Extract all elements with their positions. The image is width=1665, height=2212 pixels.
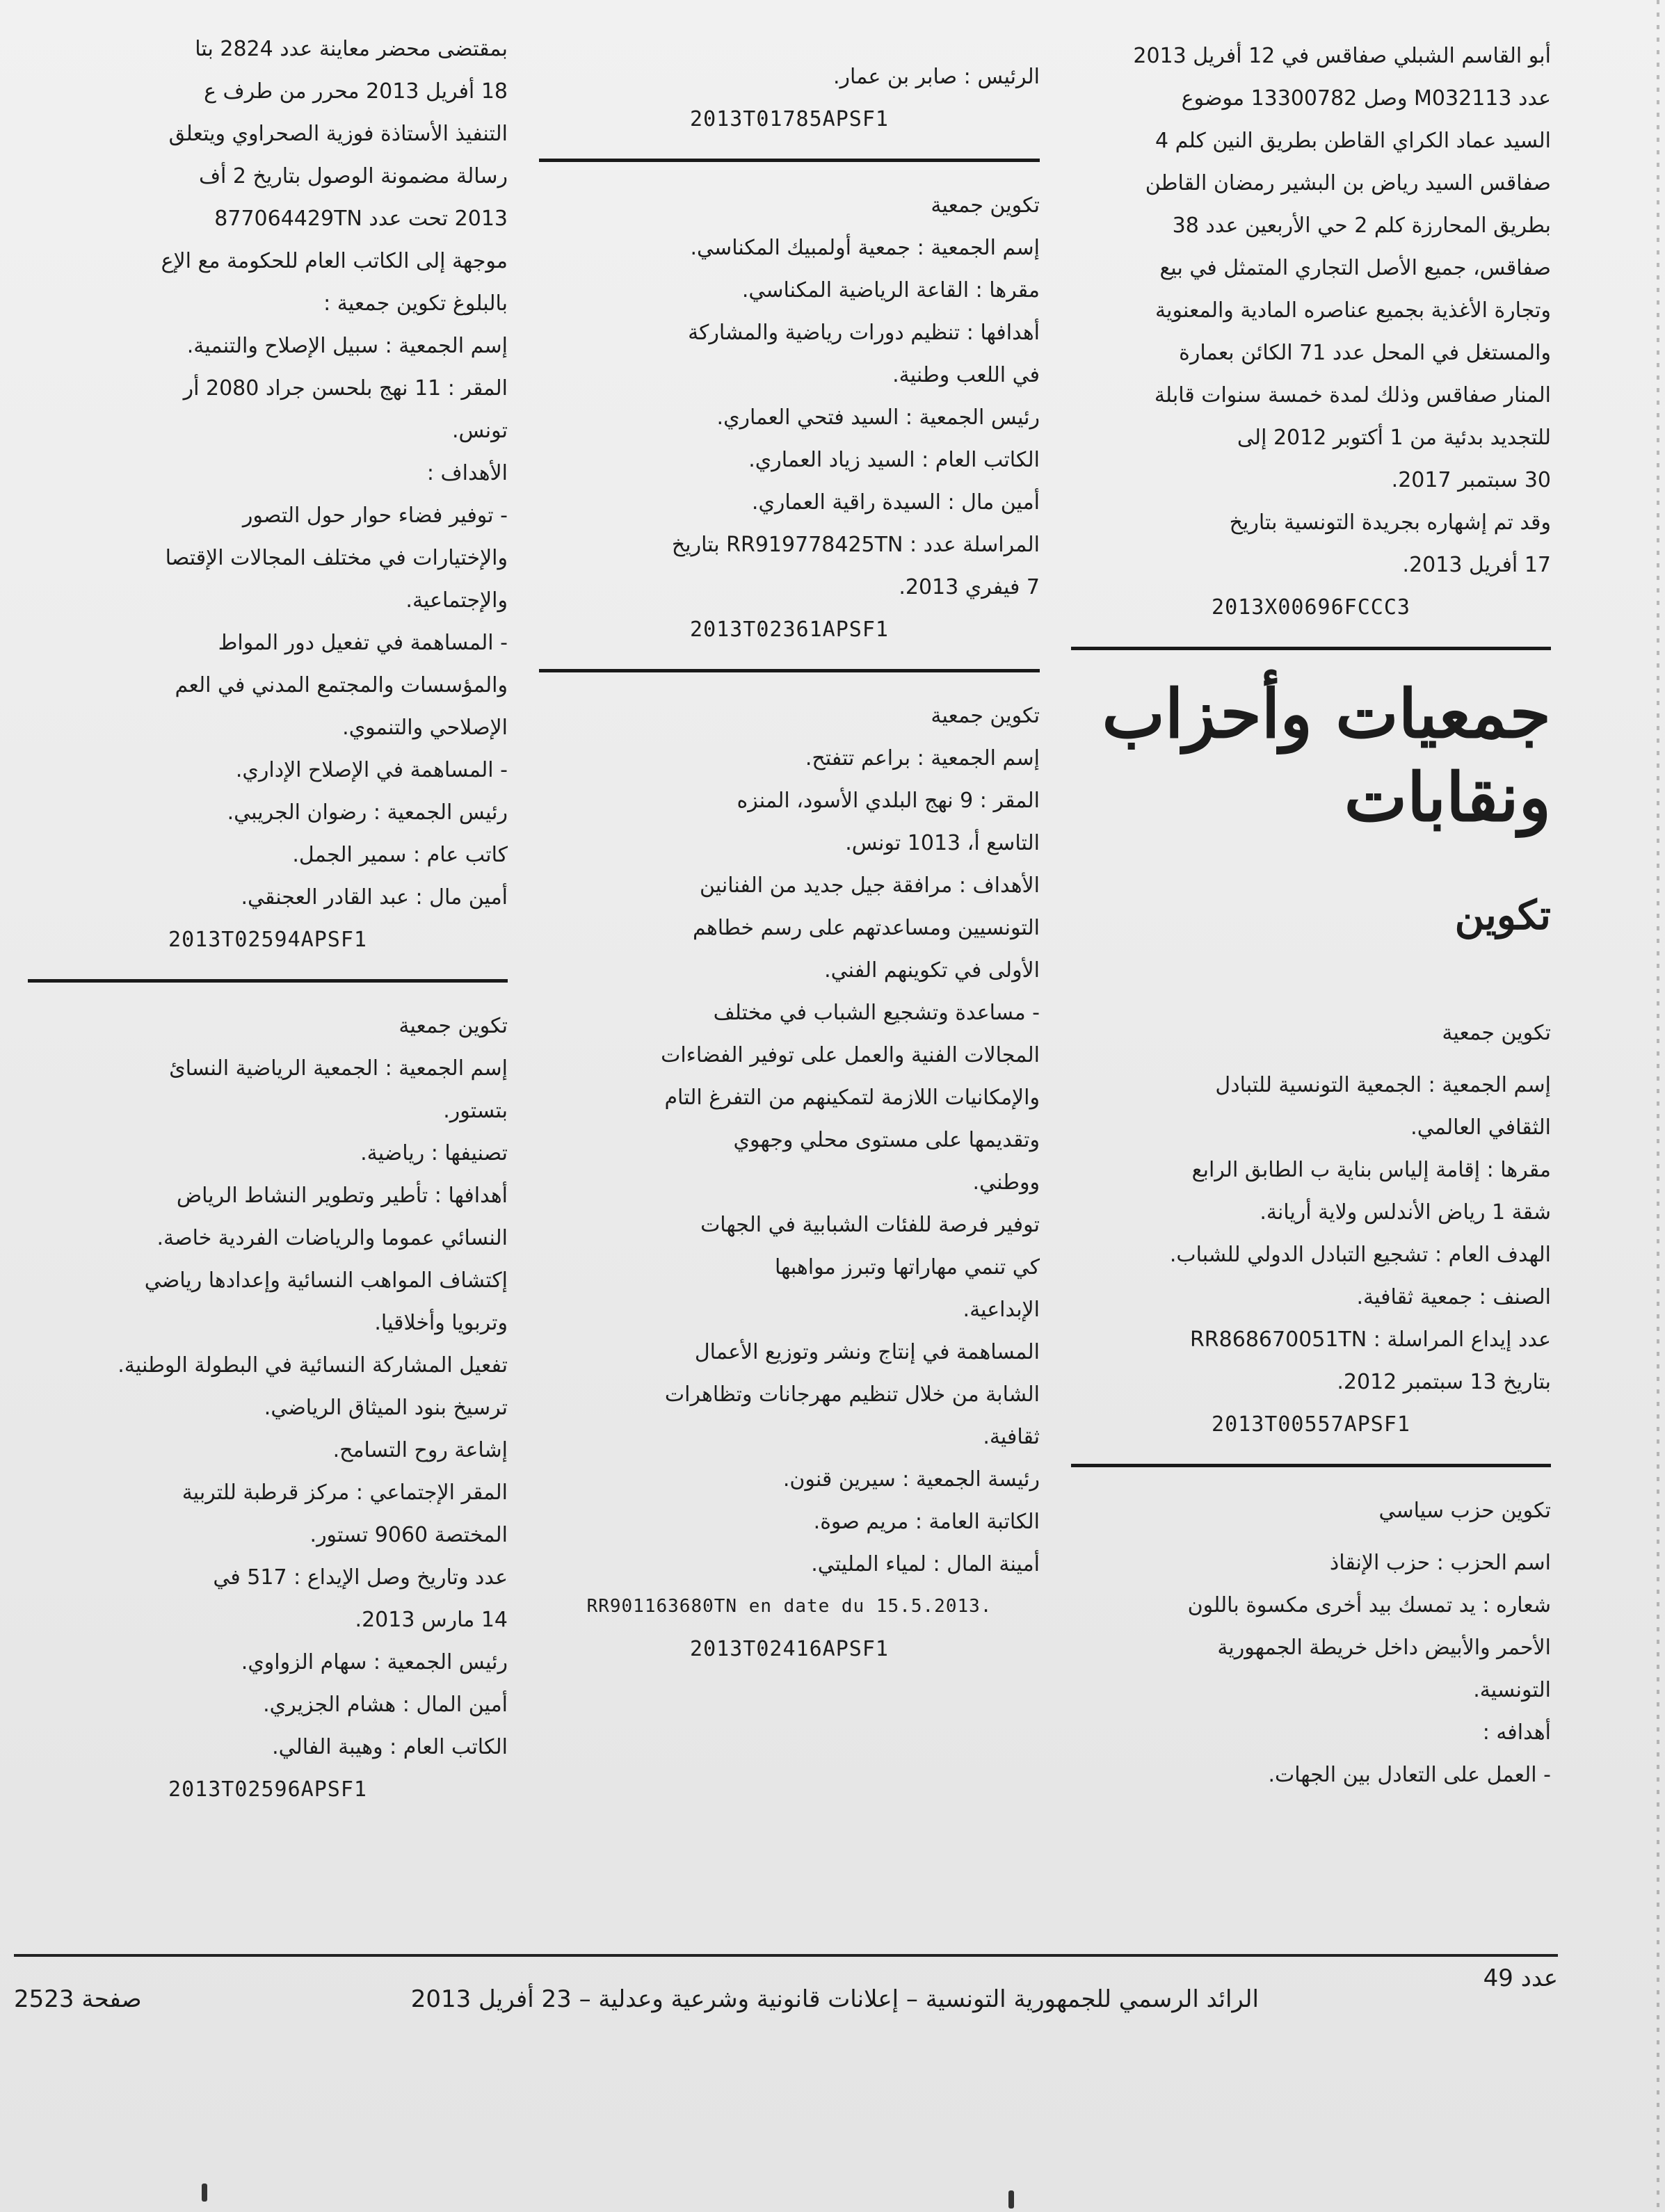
assoc1-line: مقرها : القاعة الرياضية المكناسي. — [741, 278, 1040, 302]
assoc2-line: الأهداف : مرافقة جيل جديد من الفنانين — [699, 873, 1040, 898]
left-top-ref: 2013T02594APSF1 — [168, 928, 367, 952]
top-notice — [1071, 35, 1551, 586]
party-line: الأحمر والأبيض داخل خريطة الجمهورية — [1217, 1636, 1551, 1660]
assoc-line: مقرها : إقامة إلياس بناية ب الطابق الرابع — [1191, 1158, 1551, 1182]
assoc-line: عدد إيداع المراسلة : RR868670051TN — [1189, 1327, 1551, 1352]
left-line: والإختيارات في مختلف المجالات الإقتصا — [165, 546, 508, 570]
assoc-line: الثقافي العالمي. — [1410, 1115, 1551, 1140]
notice-line: صفاقس السيد رياض بن البشير رمضان القاطن — [1145, 171, 1551, 195]
notice-line: للتجديد بدئية من 1 أكتوبر 2012 إلى — [1237, 426, 1551, 450]
left-line: رسالة مضمونة الوصول بتاريخ 2 أف — [198, 164, 508, 188]
notice-line: 30 سبتمبر 2017. — [1391, 468, 1551, 492]
notice-line: والمستغل في المحل عدد 71 الكائن بعمارة — [1179, 341, 1551, 365]
assoc2-line: المجالات الفنية والعمل على توفير الفضاءات — [661, 1043, 1040, 1067]
assoc2-line: المساهمة في إنتاج ونشر وتوزيع الأعمال — [694, 1340, 1040, 1364]
left-assoc-line: أهدافها : تأطير وتطوير النشاط الرياض — [176, 1184, 508, 1208]
assoc2-line: توفير فرصة للفئات الشبابية في الجهات — [700, 1213, 1040, 1237]
party-line: التونسية. — [1473, 1678, 1551, 1702]
left-line: إسم الجمعية : سبيل الإصلاح والتنمية. — [186, 334, 508, 358]
issue-number: عدد 49 — [1483, 1964, 1558, 1992]
notice-line: بطريق المحارزة كلم 2 حي الأربعين عدد 38 — [1172, 213, 1551, 238]
left-line: بمقتضى محضر معاينة عدد 2824 بتا — [195, 37, 508, 61]
party-line: - العمل على التعادل بين الجهات. — [1268, 1763, 1551, 1787]
assoc2-mail: RR901163680TN en date du 15.5.2013. — [586, 1596, 992, 1617]
page-footer — [14, 1964, 1558, 2024]
notice-line: أبو القاسم الشبلي صفاقس في 12 أفريل 2013 — [1133, 44, 1551, 68]
gazette-title: الرائد الرسمي للجمهورية التونسية – إعلانات قانونية وشرعية وعدلية – 23 أفريل 2013 — [410, 1985, 1259, 2013]
left-assoc-line: تصنيفها : رياضية. — [360, 1141, 508, 1165]
left-line: بالبلوغ تكوين جمعية : — [323, 291, 508, 316]
notice-line: وتجارة الأغذية بجميع عناصره المادية والمعنوية — [1155, 298, 1551, 323]
left-line: كاتب عام : سمير الجمل. — [292, 843, 508, 867]
left-assoc-line: بتستور. — [443, 1099, 508, 1123]
left-assoc-title: تكوين جمعية — [399, 1014, 508, 1038]
assoc2-line: كي تنمي مهاراتها وتبرز مواهبها — [774, 1255, 1040, 1279]
left-top — [28, 28, 508, 919]
scan-speck — [1008, 2190, 1014, 2209]
scan-speck — [202, 2183, 207, 2202]
divider — [539, 159, 1040, 162]
assoc2-line: والإمكانيات اللازمة لتمكينهم من التفرغ التام — [664, 1085, 1040, 1110]
assoc2-line: الكاتبة العامة : مريم صوة. — [813, 1510, 1040, 1534]
left-line: رئيس الجمعية : رضوان الجريبي. — [227, 800, 508, 825]
assoc2-ref: 2013T02416APSF1 — [690, 1637, 889, 1661]
subsection-heading: تكوين — [1454, 891, 1551, 939]
notice-line: 17 أفريل 2013. — [1402, 553, 1551, 577]
left-line: - المساهمة في تفعيل دور المواط — [218, 631, 508, 655]
middle-column — [539, 56, 1040, 1670]
left-line: 2013 تحت عدد 877064429TN — [214, 207, 508, 231]
divider — [1071, 647, 1551, 650]
divider — [539, 669, 1040, 672]
assoc1-line: أهدافها : تنظيم دورات رياضية والمشاركة — [688, 321, 1040, 345]
notice-line: عدد M032113 وصل 13300782 موضوع — [1181, 86, 1551, 111]
assoc2-line: أمينة المال : لمياء المليتي. — [811, 1552, 1040, 1576]
assoc-line: بتاريخ 13 سبتمبر 2012. — [1337, 1370, 1551, 1394]
left-assoc-line: إشاعة روح التسامح. — [332, 1438, 508, 1462]
assoc2-line: التونسيين ومساعدتهم على رسم خطاهم — [693, 916, 1040, 940]
divider — [1071, 1464, 1551, 1467]
assoc2-body — [539, 737, 1040, 1585]
assoc1-line: الكاتب العام : السيد زياد العماري. — [748, 448, 1040, 472]
assoc2-title: تكوين جمعية — [931, 704, 1040, 728]
divider — [28, 979, 508, 983]
left-line: - المساهمة في الإصلاح الإداري. — [235, 758, 508, 782]
left-assoc-ref: 2013T02596APSF1 — [168, 1777, 367, 1802]
mid-line: الرئيس : صابر بن عمار. — [832, 65, 1040, 89]
left-line: الأهداف : — [426, 461, 508, 485]
party-line: أهدافه : — [1482, 1720, 1551, 1745]
left-assoc-line: النسائي عموما والرياضات الفردية خاصة. — [156, 1226, 508, 1250]
left-line: والإجتماعية. — [405, 588, 508, 613]
left-line: والمؤسسات والمجتمع المدني في العم — [175, 673, 508, 697]
assoc1-line: في اللعب وطنية. — [892, 363, 1040, 387]
left-assoc-line: عدد وتاريخ وصل الإيداع : 517 في — [213, 1565, 508, 1590]
assoc-line: الهدف العام : تشجيع التبادل الدولي للشباب. — [1169, 1243, 1551, 1267]
left-line: المقر : 11 نهج بلحسن جراد 2080 أر — [183, 376, 508, 401]
assoc1-ref: 2013T02361APSF1 — [690, 617, 889, 642]
party-title: تكوين حزب سياسي — [1378, 1499, 1551, 1523]
section-heading: جمعيات وأحزاب — [1102, 675, 1551, 753]
left-assoc-line: وتربويا وأخلاقيا. — [374, 1311, 508, 1335]
section-heading-line2: ونقابات — [1344, 758, 1551, 837]
assoc1-line: 7 فيفري 2013. — [899, 575, 1040, 599]
left-assoc-line: إكتشاف المواهب النسائية وإعدادها رياضي — [144, 1268, 508, 1293]
left-assoc-line: الكاتب العام : وهيبة الفالي. — [272, 1735, 508, 1759]
scan-edge — [1657, 0, 1659, 2212]
assoc-line: الصنف : جمعية ثقافية. — [1356, 1285, 1551, 1309]
assoc1-line: إسم الجمعية : جمعية أولمبيك المكناسي. — [690, 236, 1040, 260]
assoc1-title: تكوين جمعية — [931, 193, 1040, 218]
assoc2-line: وتقديمها على مستوى محلي وجهوي — [733, 1128, 1040, 1152]
left-assoc-body — [28, 1047, 508, 1768]
left-assoc-line: رئيس الجمعية : سهام الزواوي. — [241, 1650, 508, 1674]
left-assoc-line: المقر الإجتماعي : مركز قرطبة للتربية — [182, 1480, 508, 1505]
left-line: تونس. — [452, 419, 508, 443]
assoc2-line: رئيسة الجمعية : سيرين قنون. — [782, 1467, 1040, 1492]
assoc2-line: ووطني. — [972, 1170, 1040, 1195]
left-assoc-line: 14 مارس 2013. — [355, 1608, 508, 1632]
assoc2-line: - مساعدة وتشجيع الشباب في مختلف — [713, 1001, 1040, 1025]
mid-top — [539, 56, 1040, 98]
left-line: - توفير فضاء حوار حول التصور — [242, 503, 508, 528]
notice-line: وقد تم إشهاره بجريدة التونسية بتاريخ — [1229, 510, 1551, 535]
left-assoc-line: إسم الجمعية : الجمعية الرياضية النسائ — [169, 1056, 508, 1081]
notice-line: صفاقس، جميع الأصل التجاري المتمثل في بيع — [1159, 256, 1551, 280]
assoc-line: شقة 1 رياض الأندلس ولاية أريانة. — [1260, 1200, 1551, 1225]
party-line: شعاره : يد تمسك بيد أخرى مكسوة باللون — [1187, 1593, 1551, 1617]
mid-top-ref: 2013T01785APSF1 — [690, 107, 889, 131]
assoc1-body — [539, 227, 1040, 608]
party-line: اسم الحزب : حزب الإنقاذ — [1329, 1551, 1551, 1575]
assoc1-line: أمين مال : السيدة راقية العماري. — [751, 490, 1040, 515]
left-assoc-line: ترسيخ بنود الميثاق الرياضي. — [264, 1396, 508, 1420]
left-line: التنفيذ الأستاذة فوزية الصحراوي ويتعلق — [168, 122, 508, 146]
notice-line: المنار صفاقس وذلك لمدة خمسة سنوات قابلة — [1154, 383, 1551, 407]
assoc1-line: المراسلة عدد : RR919778425TN بتاريخ — [671, 533, 1040, 557]
footer-divider — [14, 1954, 1558, 1957]
assoc2-line: ثقافية. — [983, 1425, 1040, 1449]
left-assoc-line: أمين المال : هشام الجزيري. — [263, 1693, 508, 1717]
left-assoc-line: تفعيل المشاركة النسائية في البطولة الوطنية. — [118, 1353, 508, 1378]
left-line: أمين مال : عبد القادر العجنقي. — [241, 885, 508, 910]
top-notice-ref: 2013X00696FCCC3 — [1212, 595, 1410, 620]
assoc2-line: المقر : 9 نهج البلدي الأسود، المنزه — [737, 789, 1040, 813]
assoc2-line: إسم الجمعية : براعم تتفتح. — [805, 746, 1040, 770]
assoc-body — [1071, 1064, 1551, 1403]
left-assoc-line: المختصة 9060 تستور. — [309, 1523, 508, 1547]
party-body — [1071, 1542, 1551, 1796]
assoc-ref: 2013T00557APSF1 — [1212, 1412, 1410, 1437]
left-line: موجهة إلى الكاتب العام للحكومة مع الإع — [161, 249, 508, 273]
assoc-line: إسم الجمعية : الجمعية التونسية للتبادل — [1215, 1073, 1551, 1097]
assoc2-line: الإبداعية. — [963, 1298, 1040, 1322]
assoc-title: تكوين جمعية — [1442, 1021, 1551, 1045]
assoc1-line: رئيس الجمعية : السيد فتحي العماري. — [716, 405, 1040, 430]
assoc2-line: الشابة من خلال تنظيم مهرجانات وتظاهرات — [664, 1382, 1040, 1407]
left-column — [28, 28, 508, 1811]
left-line: الإصلاحي والتنموي. — [342, 716, 508, 740]
assoc2-line: التاسع أ، 1013 تونس. — [845, 831, 1040, 855]
right-column — [1071, 35, 1551, 1796]
page-number: صفحة 2523 — [14, 1985, 142, 2013]
left-line: 18 أفريل 2013 محرر من طرف ع — [204, 79, 508, 104]
notice-line: السيد عماد الكراي القاطن بطريق النين كلم 4 — [1155, 129, 1551, 153]
assoc2-line: الأولى في تكوينهم الفني. — [824, 958, 1040, 983]
